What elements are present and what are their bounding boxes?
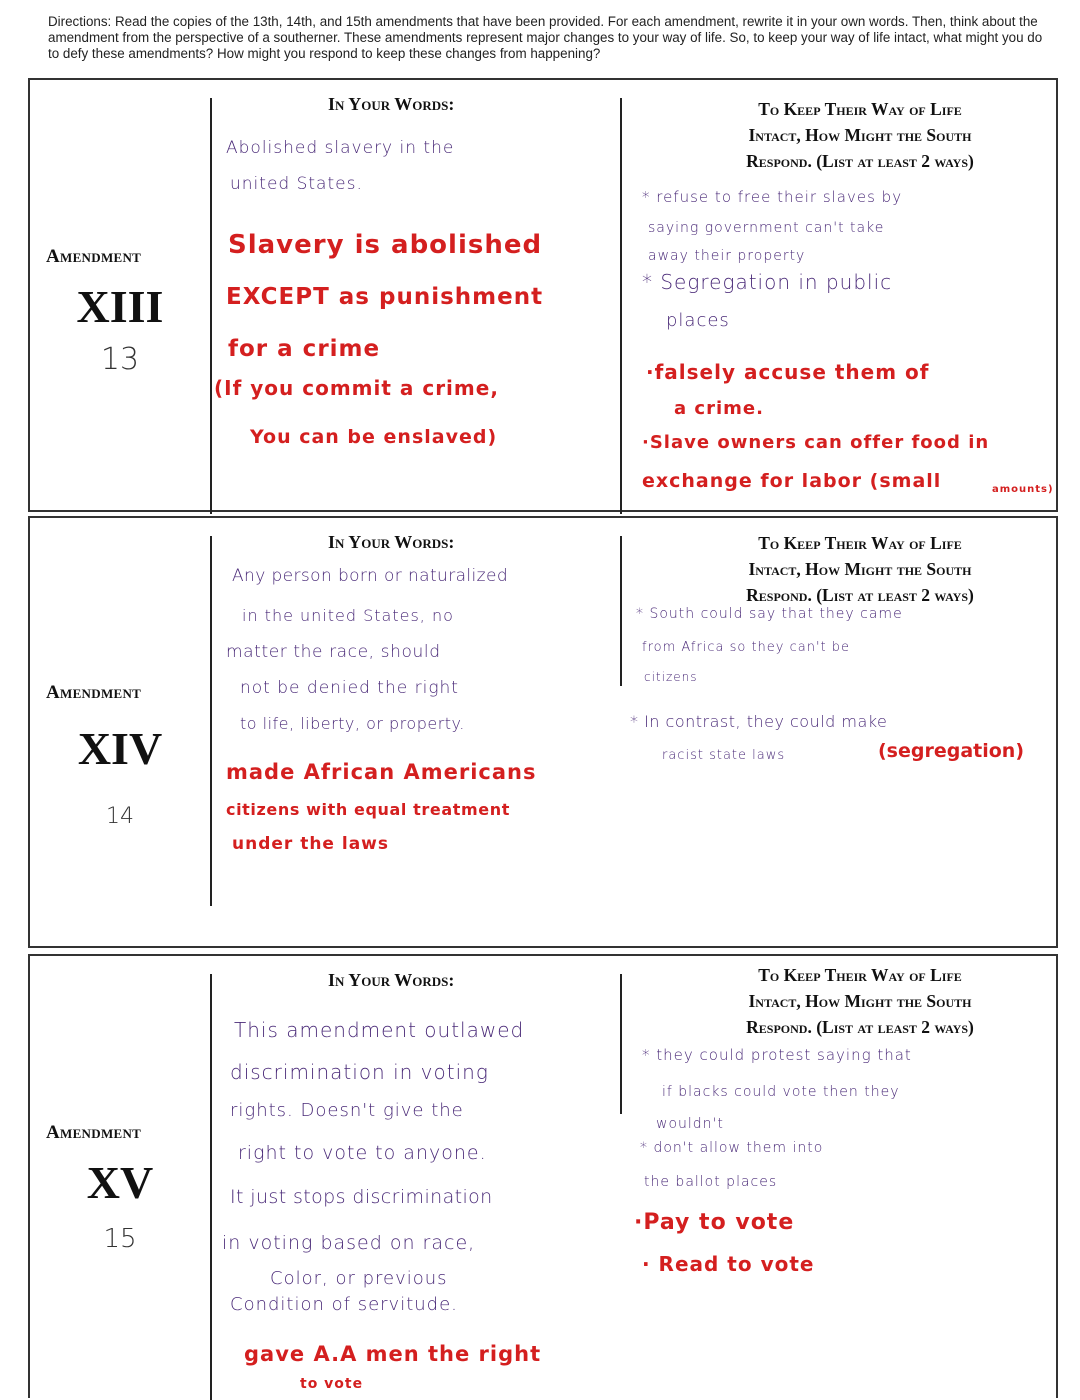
- respond-line: ·falsely accuse them of: [646, 360, 930, 384]
- respond-line: wouldn't: [656, 1116, 724, 1132]
- words-line: citizens with equal treatment: [226, 800, 510, 819]
- left-divider: [210, 536, 212, 906]
- right-divider: [620, 536, 622, 686]
- respond-line: from Africa so they can't be: [642, 640, 851, 655]
- respond-line: * don't allow them into: [640, 1140, 824, 1156]
- amendment-label: Amendment: [46, 246, 142, 267]
- left-divider: [210, 98, 212, 514]
- words-line: Any person born or naturalized: [232, 566, 509, 586]
- roman-numeral: XIV: [77, 723, 163, 774]
- respond-line: ·Slave owners can offer food in: [642, 432, 990, 453]
- respond-line: · Read to vote: [642, 1252, 815, 1276]
- south-respond-heading: To Keep Their Way of Life Intact, How Might the South Respond. (List at least 2 ways): [746, 965, 974, 1037]
- respond-line: amounts): [992, 484, 1054, 495]
- words-line: to life, liberty, or property.: [240, 714, 465, 733]
- respond-line: a crime.: [674, 398, 764, 419]
- words-line: Condition of servitude.: [230, 1294, 458, 1315]
- respond-line: ·Pay to vote: [634, 1210, 795, 1235]
- words-line: in voting based on race,: [222, 1232, 476, 1254]
- handwritten-number: 15: [103, 1224, 137, 1254]
- handwritten-number: 14: [106, 804, 134, 829]
- in-your-words-heading: In Your Words:: [328, 94, 455, 114]
- handwritten-number: 13: [100, 342, 140, 377]
- words-line: under the laws: [232, 834, 390, 854]
- directions-text: Directions: Read the copies of the 13th, 14th, and 15th amendments that have been provided. For each amendment, rewrite it in your own words. Then, think about the amendment from the perspective of a southerner. These amendments represent major changes to your way of life. So, to keep your way of life intact, what might you do to defy these amendments? How might you respond to keep these changes from happening?: [48, 14, 1043, 61]
- respond-line: * In contrast, they could make: [630, 712, 888, 731]
- words-line: You can be enslaved): [250, 426, 498, 448]
- words-line: It just stops discrimination: [230, 1186, 493, 1208]
- roman-numeral: XV: [86, 1157, 154, 1208]
- respond-line: * South could say that they came: [636, 606, 903, 622]
- words-line: This amendment outlawed: [234, 1018, 525, 1042]
- amendment-panel-xiv: [28, 516, 1058, 948]
- respond-line: the ballot places: [644, 1174, 778, 1190]
- respond-line: * Segregation in public: [642, 270, 893, 294]
- words-line: in the united States, no: [242, 606, 454, 625]
- words-line: gave A.A men the right: [244, 1342, 542, 1366]
- words-line: matter the race, should: [226, 642, 441, 662]
- amendment-label: Amendment: [46, 682, 142, 703]
- words-line: discrimination in voting: [230, 1060, 489, 1084]
- respond-line: (segregation): [878, 740, 1025, 762]
- amendment-label: Amendment: [46, 1122, 142, 1143]
- left-divider: [210, 974, 212, 1400]
- words-line: to vote: [300, 1376, 364, 1392]
- in-your-words-heading: In Your Words:: [328, 532, 455, 552]
- amendment-panel-xv: [28, 954, 1058, 1398]
- words-line: united States.: [230, 174, 363, 194]
- roman-numeral: XIII: [76, 281, 164, 332]
- south-respond-heading: To Keep Their Way of Life Intact, How Might the South Respond. (List at least 2 ways): [746, 99, 974, 171]
- words-line: Slavery is abolished: [228, 230, 543, 260]
- words-line: made African Americans: [226, 760, 537, 784]
- respond-line: saying government can't take: [648, 220, 885, 236]
- respond-line: * they could protest saying that: [642, 1046, 912, 1064]
- words-line: not be denied the right: [240, 678, 459, 698]
- right-divider: [620, 98, 622, 514]
- words-line: (If you commit a crime,: [214, 376, 499, 400]
- south-respond-heading: To Keep Their Way of Life Intact, How Might the South Respond. (List at least 2 ways): [746, 533, 974, 605]
- respond-line: away their property: [648, 248, 806, 264]
- respond-line: exchange for labor (small: [642, 470, 942, 492]
- respond-line: if blacks could vote then they: [662, 1084, 900, 1100]
- words-line: EXCEPT as punishment: [226, 284, 544, 310]
- amendment-panel-xiii: [28, 78, 1058, 512]
- words-line: for a crime: [228, 336, 381, 362]
- words-line: rights. Doesn't give the: [230, 1100, 464, 1121]
- respond-line: places: [666, 310, 730, 331]
- respond-line: citizens: [644, 670, 698, 684]
- in-your-words-heading: In Your Words:: [328, 970, 455, 990]
- words-line: Abolished slavery in the: [226, 138, 455, 158]
- words-line: right to vote to anyone.: [238, 1142, 487, 1164]
- words-line: Color, or previous: [270, 1268, 448, 1289]
- right-divider: [620, 974, 622, 1114]
- respond-line: racist state laws: [662, 748, 786, 763]
- respond-line: * refuse to free their slaves by: [642, 188, 903, 206]
